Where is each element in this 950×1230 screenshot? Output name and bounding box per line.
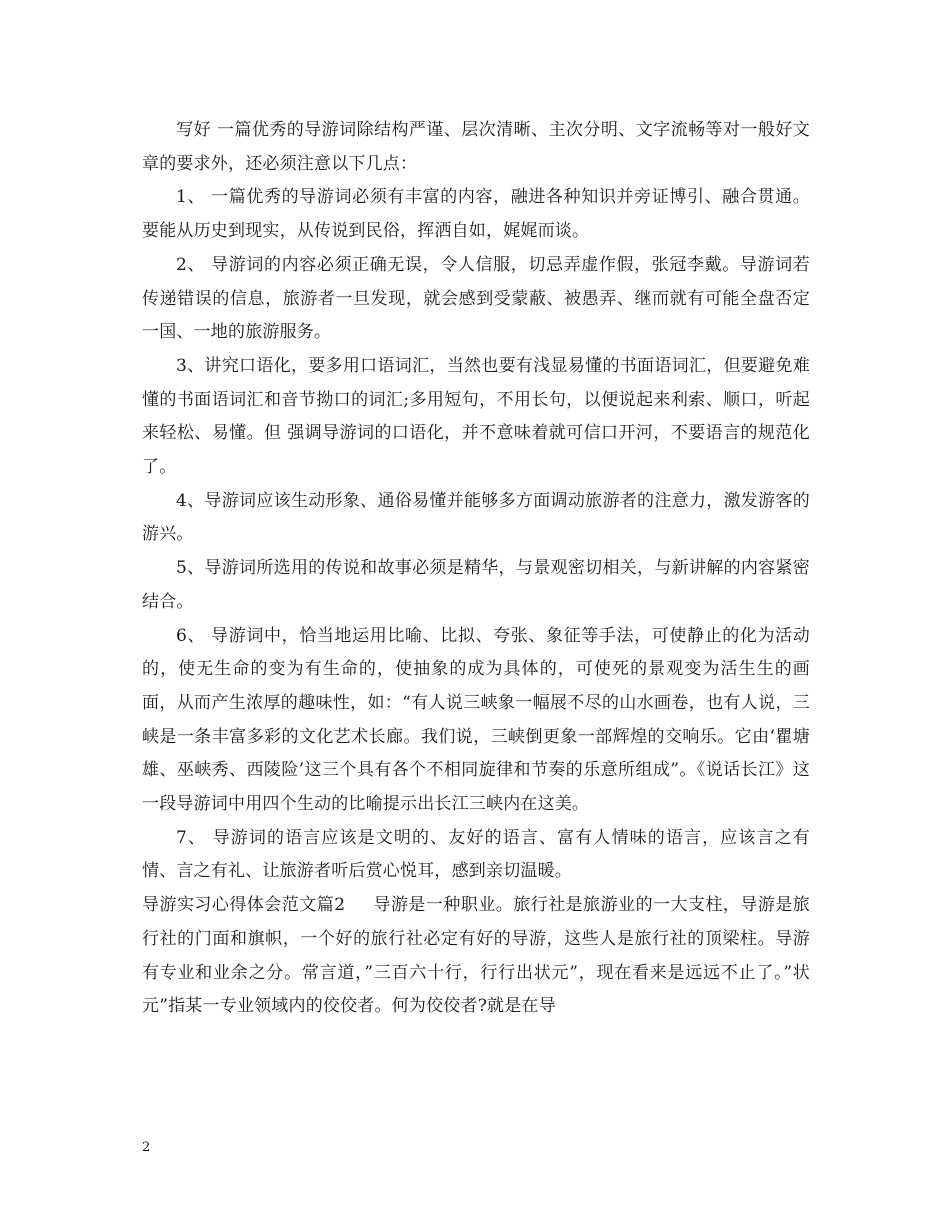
paragraph-text: 6、 导游词中，恰当地运用比喻、比拟、夸张、象征等手法，可使静止的化为活动的，使无生命的变为有生命的，使抽象的成为具体的，可使死的景观变为活生生的画面，从而产生浓厚的趣味性，如：“有人说三峡象一幅展不尽的山水画卷，也有人说，三峡是一条丰富多彩的文化艺术长廊。我们说，三峡倒更象一部辉煌的交响乐。它由‘瞿塘雄、巫峡秀、西陵险’这三个具有各个不相同旋律和节奏的乐意所组成”。《说话长江》这一段导游词中用四个生动的比喻提示出长江三峡内在这美。 [142, 625, 810, 815]
paragraph-text: 3、讲究口语化，要多用口语词汇，当然也要有浅显易懂的书面语词汇，但要避免难懂的书面语词汇和音节拗口的词汇;多用短句，不用长句，以便说起来利索、顺口，听起来轻松、易懂。但 强调导游词的口语化，并不意味着就可信口开河，不要语言的规范化了。 [142, 355, 810, 478]
paragraph-text: 1、 一篇优秀的导游词必须有丰富的内容，融进各种知识并旁证博引、融合贯通。要能从历史到现实，从传说到民俗，挥洒自如，娓娓而谈。 [142, 187, 810, 242]
paragraph-text: 4、导游词应该生动形象、通俗易懂并能够多方面调动旅游者的注意力，激发游客的游兴。 [142, 490, 810, 545]
paragraph-text: 写好 一篇优秀的导游词除结构严谨、层次清晰、主次分明、文字流畅等对一般好文章的要求外，还必须注意以下几点： [142, 120, 810, 174]
paragraph-text: 5、导游词所选用的传说和故事必须是精华，与景观密切相关，与新讲解的内容紧密结合。 [142, 558, 810, 612]
paragraph-point-1 [142, 181, 810, 248]
paragraph-point-3 [142, 350, 810, 485]
paragraph-intro [142, 114, 810, 181]
paragraph-point-4 [142, 485, 810, 552]
essay-body: 导游是一种职业。旅行社是旅游业的一大支柱，导游是旅行社的门面和旗帜，一个好的旅行社必定有好的导游，这些人是旅行社的顶梁柱。导游有专业和业余之分。常言道，”三百六十行，行行出状元”，现在看来是远远不止了。”状元”指某一专业领域内的佼佼者。何为佼佼者?就是在导 [142, 895, 811, 1017]
paragraph-text: 2、 导游词的内容必须正确无误，令人信服，切忌弄虚作假，张冠李戴。导游词若传递错误的信息，旅游者一旦发现，就会感到受蒙蔽、被愚弄、继而就有可能全盘否定一国、一地的旅游服务。 [142, 254, 810, 343]
paragraph-essay-2 [142, 889, 810, 1024]
page-number: 2 [142, 1140, 151, 1155]
paragraph-point-5 [142, 552, 810, 619]
paragraph-point-2 [142, 249, 810, 350]
paragraph-point-7 [142, 822, 810, 889]
paragraph-point-6 [142, 620, 810, 822]
paragraph-text: 7、 导游词的语言应该是文明的、友好的语言、富有人情味的语言，应该言之有情、言之有礼、让旅游者听后赏心悦耳，感到亲切温暖。 [142, 827, 810, 882]
essay-title: 导游实习心得体会范文篇2 [142, 895, 346, 916]
document-body [142, 114, 810, 1024]
